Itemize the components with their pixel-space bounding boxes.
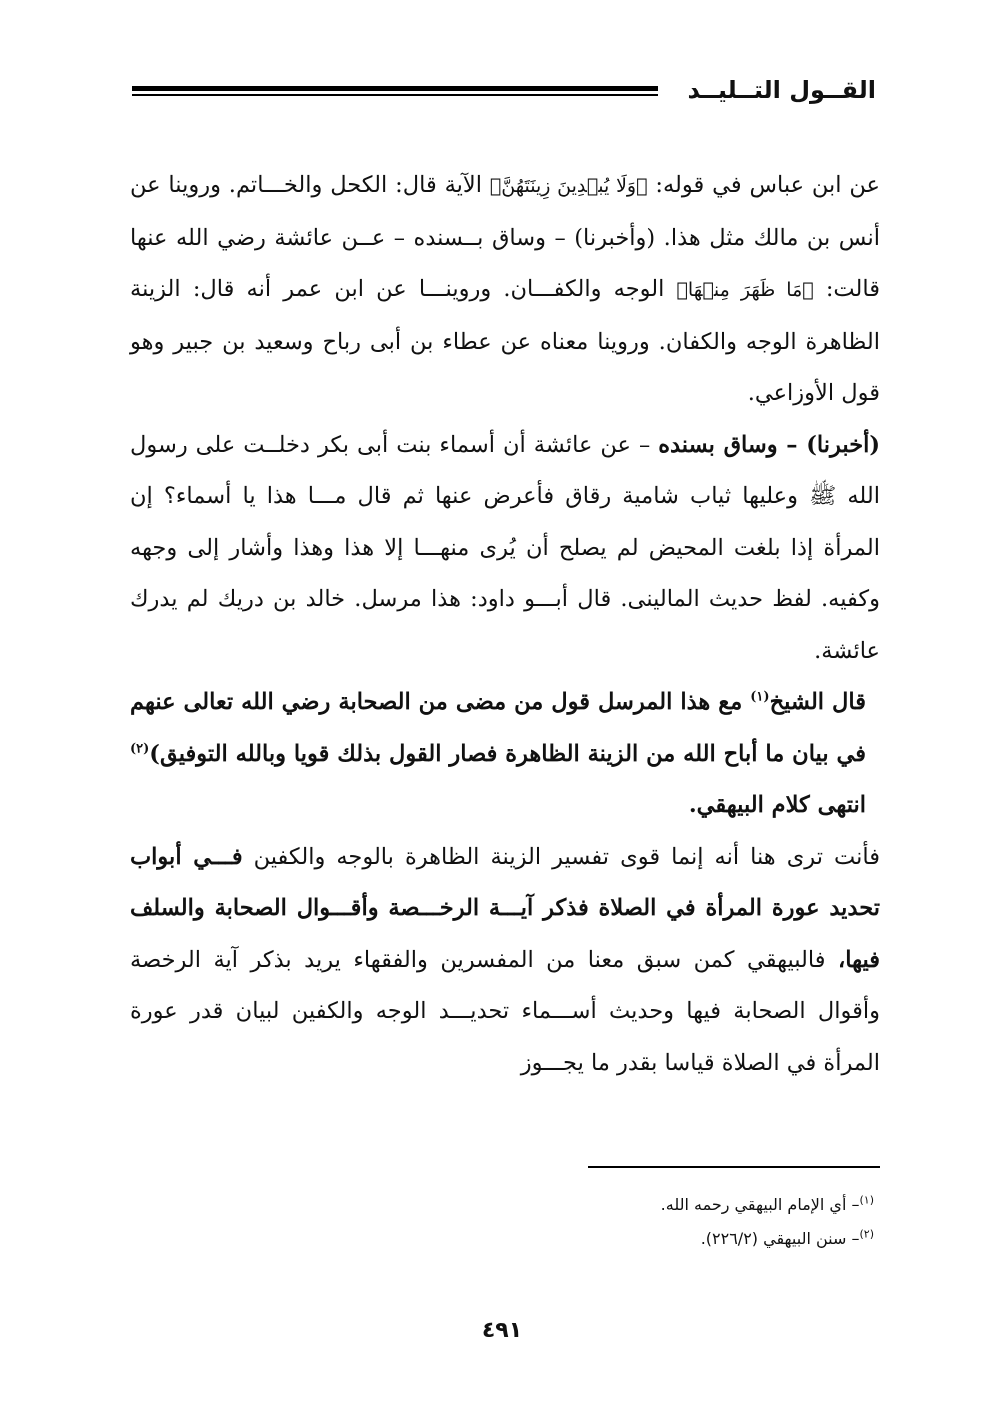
header-rule bbox=[132, 86, 658, 96]
paragraph-3-bold-3: انتهى كلام البيهقي. bbox=[688, 792, 866, 818]
paragraph-1-text-2: الآية قال: الكحل والخـــاتم. وروينا عن أنس بن مالك مثل هذا. (وأخبرنا) – وساق بــسنده – عــن عائشة رضي الله عنها قالت: bbox=[130, 172, 880, 302]
paragraph-1-text-3: الوجه والكفـــان. وروينـــا عن ابن عمر أنه قال: الزينة الظاهرة الوجه والكفان. وروينا معناه عن عطاء بن أبى رباح وسعيد بن جبير وهو قول الأوزاعي. bbox=[130, 276, 880, 406]
quran-quote-2: ﴿مَا ظَهَرَ مِنۡهَا﴾ bbox=[676, 279, 814, 301]
header-rule-thick bbox=[132, 86, 658, 91]
footnote-1-marker: (١) bbox=[859, 1193, 874, 1207]
footnote-2-marker: (٢) bbox=[859, 1227, 874, 1241]
running-title: القــول التــليــد bbox=[687, 76, 876, 104]
paragraph-1 bbox=[130, 160, 880, 420]
paragraph-4 bbox=[130, 832, 880, 1090]
footnote-ref-2[interactable]: (٢) bbox=[130, 741, 150, 756]
paragraph-4-text-2: فالبيهقي كمن سبق معنا من المفسرين والفقهاء يريد بذكر آية الرخصة وأقوال الصحابة فيها وحديث أســـماء تحديـــد الوجه والكفين لبيان قدر عورة المرأة في الصلاة قياسا بقدر ما يجـــوز bbox=[130, 946, 880, 1076]
footnote-2 bbox=[130, 1222, 874, 1256]
quran-quote-1: ﴿وَلَا يُبۡدِينَ زِينَتَهُنَّ﴾ bbox=[489, 175, 648, 197]
running-header bbox=[132, 72, 876, 108]
paragraph-2 bbox=[130, 420, 880, 678]
body-text bbox=[130, 160, 880, 1089]
paragraph-3-bold-2: مع هذا المرسل قول من مضى من الصحابة رضي الله تعالى عنهم في بيان ما أباح الله من الزينة الظاهرة فصار القول بذلك قويا وبالله التوفيق) bbox=[130, 689, 866, 767]
footnote-1 bbox=[130, 1188, 874, 1222]
paragraph-2-bold-1: (أخبرنا) – وساق بسنده bbox=[658, 431, 880, 458]
paragraph-3 bbox=[130, 677, 880, 832]
footnote-separator bbox=[588, 1166, 880, 1168]
footnotes bbox=[130, 1188, 874, 1256]
footnote-2-text: – سنن البيهقي (٢٢٦/٢). bbox=[700, 1229, 860, 1248]
paragraph-2-text-1: – عن عائشة أن أسماء بنت أبى بكر دخلــت على رسول الله ﷺ وعليها ثياب شامية رقاق فأعرض عنها ثم قال مـــا هذا يا أسماء؟ إن المرأة إذا بلغت المحيض لم يصلح أن يُرى منهـــا إلا هذا وهذا وأشار إلى وجهه وكفيه. لفظ حديث المالينى. قال أبـــو داود: هذا مرسل. خالد بن دريك لم يدرك عائشة. bbox=[130, 431, 880, 664]
paragraph-1-text-1: عن ابن عباس في قوله: bbox=[647, 172, 880, 198]
paragraph-4-text-1: فأنت ترى هنا أنه إنما قوى تفسير الزينة الظاهرة بالوجه والكفين bbox=[242, 843, 880, 870]
paragraph-4-bold-1: فـــي أبواب تحديد عورة المرأة في الصلاة فذكر آيـــة الرخـــصة وأقـــوال الصحابة والسلف فيها، bbox=[130, 843, 880, 973]
footnote-1-text: – أي الإمام البيهقي رحمه الله. bbox=[660, 1195, 860, 1214]
header-rule-thin bbox=[132, 94, 658, 96]
paragraph-3-bold-1: قال الشيخ bbox=[769, 689, 866, 715]
page-number: ٤٩١ bbox=[481, 1318, 523, 1343]
footnote-ref-1[interactable]: (١) bbox=[750, 689, 770, 705]
